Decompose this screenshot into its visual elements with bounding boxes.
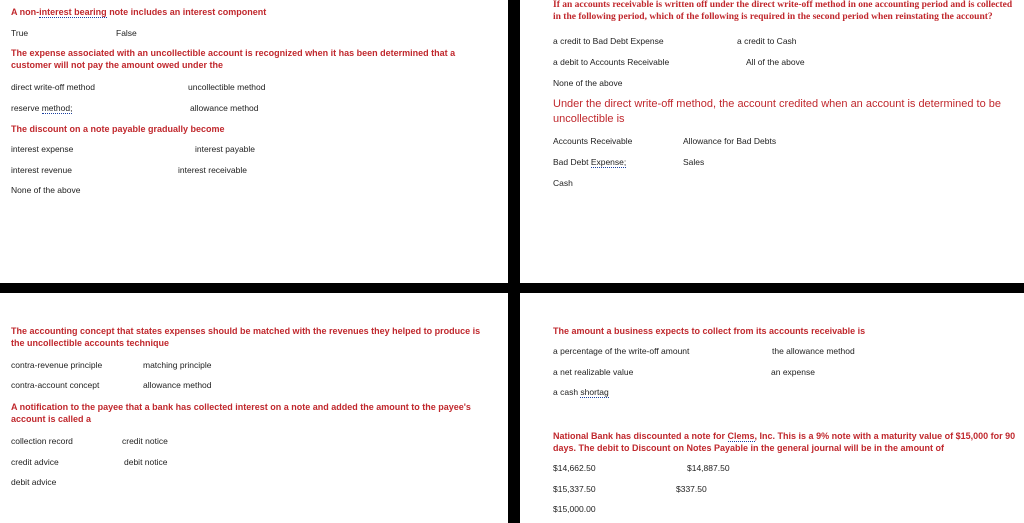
answer-option[interactable]: False: [116, 28, 137, 38]
answer-option[interactable]: debit notice: [124, 457, 168, 467]
answer-option[interactable]: $15,337.50: [553, 484, 596, 494]
answer-option[interactable]: debit advice: [11, 477, 57, 487]
answer-option[interactable]: a percentage of the write-off amount: [553, 346, 690, 356]
answer-option[interactable]: Sales: [683, 157, 705, 167]
answer-option[interactable]: contra-account concept: [11, 380, 100, 390]
option-label-underlined: method;: [41, 103, 73, 113]
answer-option[interactable]: [553, 157, 626, 168]
panel-top-left: [0, 0, 508, 283]
answer-option[interactable]: collection record: [11, 436, 73, 446]
option-label: a cash: [553, 387, 581, 397]
question-1-text: If an accounts receivable is written off under the direct write-off method in one accounting period and is collected in the following period, which of the following is required in the second period when reinstating the account?: [553, 0, 1013, 22]
question-1-text: The amount a business expects to collect from its accounts receivable is: [553, 326, 866, 336]
answer-option[interactable]: All of the above: [746, 57, 805, 67]
panel-bottom-right: [520, 293, 1024, 523]
option-label: Bad Debt: [553, 157, 591, 167]
answer-option[interactable]: Allowance for Bad Debts: [683, 136, 777, 146]
question-3-text: The discount on a note payable gradually become: [11, 124, 225, 134]
option-label: reserve: [11, 103, 42, 113]
answer-option[interactable]: True: [11, 28, 29, 38]
answer-option[interactable]: credit notice: [122, 436, 168, 446]
answer-option[interactable]: $14,887.50: [687, 463, 730, 473]
answer-option[interactable]: None of the above: [11, 185, 81, 195]
answer-option[interactable]: interest expense: [11, 144, 74, 154]
answer-option[interactable]: allowance method: [143, 380, 212, 390]
answer-option[interactable]: direct write-off method: [11, 82, 95, 92]
answer-option[interactable]: a net realizable value: [553, 367, 634, 377]
answer-option[interactable]: Accounts Receivable: [553, 136, 633, 146]
answer-option[interactable]: matching principle: [143, 360, 212, 370]
answer-option[interactable]: interest receivable: [178, 165, 247, 175]
question-2-text: Under the direct write-off method, the account credited when an account is determined to be uncollectible is: [553, 98, 1001, 125]
answer-option[interactable]: $14,662.50: [553, 463, 596, 473]
question-1-text: A non-interest bearing note includes an interest component: [11, 7, 267, 17]
answer-option[interactable]: a debit to Accounts Receivable: [553, 57, 670, 67]
answer-option[interactable]: interest revenue: [11, 165, 72, 175]
panel-top-right: [520, 0, 1024, 283]
answer-option[interactable]: the allowance method: [772, 346, 855, 356]
option-label-underlined: Expense;: [590, 157, 627, 167]
option-label-underlined: shortag: [580, 387, 609, 397]
answer-option[interactable]: contra-revenue principle: [11, 360, 103, 370]
question-1-text: The accounting concept that states expenses should be matched with the revenues they helped to produce is the uncollectible accounts technique: [11, 326, 481, 348]
answer-option[interactable]: uncollectible method: [188, 82, 266, 92]
answer-option[interactable]: interest payable: [195, 144, 256, 154]
panel-bottom-left: [0, 293, 508, 523]
answer-option[interactable]: credit advice: [11, 457, 59, 467]
answer-option[interactable]: [553, 387, 609, 398]
question-2-text: The expense associated with an uncollectible account is recognized when it has been determined that a customer will not pay the amount owed under the: [11, 48, 456, 70]
answer-option[interactable]: $337.50: [676, 484, 707, 494]
answer-option[interactable]: Cash: [553, 178, 573, 188]
answer-option[interactable]: a credit to Bad Debt Expense: [553, 36, 664, 46]
answer-option[interactable]: a credit to Cash: [737, 36, 797, 46]
answer-option[interactable]: [11, 103, 72, 114]
answer-option[interactable]: an expense: [771, 367, 815, 377]
question-2-text: National Bank has discounted a note for Clems, Inc. This is a 9% note with a maturity value of $15,000 for 90 days. The debit to Discount on Notes Payable in the general journal will be in the amount of: [553, 431, 1016, 453]
answer-option[interactable]: $15,000.00: [553, 504, 596, 514]
question-2-text: A notification to the payee that a bank has collected interest on a note and added the amount to the payee's account is called a: [11, 402, 471, 424]
answer-option[interactable]: allowance method: [190, 103, 259, 113]
answer-option[interactable]: None of the above: [553, 78, 623, 88]
